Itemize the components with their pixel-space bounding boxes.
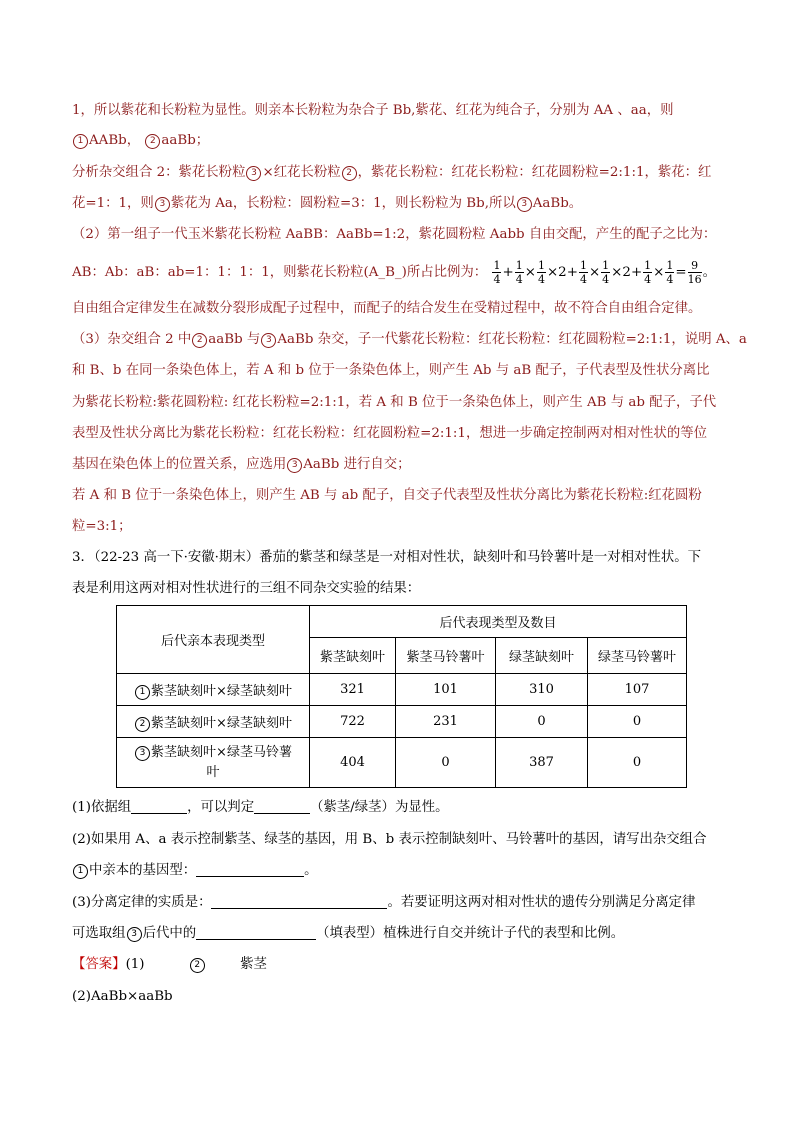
- column-header: 紫茎马铃薯叶: [396, 638, 496, 674]
- text-line: [72, 455, 411, 475]
- fraction: $\frac{1}{4}$: [602, 259, 610, 286]
- formula: $\frac{1}{4}$ + $\frac{1}{4}$ × $\frac{1}{4}$ ×2+ $\frac{1}{4}$ × $\frac{1}{4}$ ×2+ $\frac{1}{4}$ × $\frac{1}{4}$ = $\frac{9}{16}$ 。: [493, 259, 717, 286]
- fraction: $\frac{9}{16}$: [687, 259, 702, 286]
- circled-number: 3: [261, 333, 276, 348]
- text-line: 为紫花长粉粒:紫花圆粉粒: 红花长粉粒=2:1:1，若 A 和 B 位于一条染色体上，则产生 AB 与 ab 配子，子代: [72, 395, 717, 410]
- question-text: (1)依据组 ，可以判定 （紫茎/绿茎）为显性。: [72, 800, 449, 815]
- circled-number: 3: [155, 197, 170, 212]
- fraction: $\frac{1}{4}$: [493, 259, 501, 286]
- text: aaBb 与: [208, 332, 261, 347]
- table-cell: 101: [396, 674, 496, 706]
- answer-line: 【答案】(1) 2 紫茎: [72, 957, 267, 972]
- text-line-formula: [72, 256, 716, 290]
- table-cell: 722: [310, 706, 396, 738]
- table-cell: 0: [396, 738, 496, 788]
- column-header: 绿茎马铃薯叶: [588, 638, 687, 674]
- question-text: 1 中亲本的基因型： 。: [72, 861, 318, 881]
- row-label: 1 紫茎缺刻叶×绿茎缺刻叶: [117, 674, 310, 706]
- fraction: $\frac{1}{4}$: [537, 259, 545, 286]
- text: AaBb。: [532, 196, 583, 211]
- table-row: [117, 674, 687, 706]
- table-row: [117, 738, 687, 788]
- text-line: （2）第一组子一代玉米紫花长粉粒 AaBB：AaBb=1:2，紫花圆粉粒 Aabb 自由交配，产生的配子之比为：: [72, 227, 717, 242]
- circled-number: 3: [127, 927, 142, 942]
- circled-number: 3: [517, 197, 532, 212]
- results-table: [116, 605, 687, 788]
- table-cell: 107: [588, 674, 687, 706]
- text-line: 1，所以紫花和长粉粒为显性。则亲本长粉粒为杂合子 Bb,紫花、红花为纯合子，分别为 AA 、aa，则: [72, 103, 674, 118]
- text-line: 粒=3:1；: [72, 519, 132, 534]
- text: 花=1：1，则: [72, 196, 154, 211]
- text-line: 若 A 和 B 位于一条染色体上，则产生 AB 与 ab 配子，自交子代表型及性状分离比为紫花长粉粒:红花圆粉: [72, 488, 702, 503]
- table-header: 后代亲本表现类型: [117, 606, 310, 674]
- answer-blank[interactable]: [131, 799, 187, 814]
- text-line: 和 B、b 在同一条染色体上，若 A 和 b 位于一条染色体上，则产生 Ab 与 aB 配子，子代表型及性状分离比: [72, 363, 710, 378]
- text: 基因在染色体上的位置关系，应选用: [72, 457, 287, 472]
- circled-number: 1: [73, 134, 88, 149]
- circled-number: 2: [190, 958, 205, 973]
- answer-label: 【答案】: [72, 957, 126, 972]
- text: AB：Ab：aB：ab=1：1：1：1，则紫花长粉粒(A_B_)所占比例为：: [72, 265, 488, 280]
- text: aaBb；: [161, 133, 210, 148]
- circled-number: 3: [287, 458, 302, 473]
- question-text: 3．（22-23 高一下·安徽·期末）番茄的紫茎和绿茎是一对相对性状，缺刻叶和马铃薯叶是一对相对性状。下: [72, 550, 701, 565]
- answer-blank[interactable]: [196, 925, 316, 940]
- column-header: 绿茎缺刻叶: [496, 638, 588, 674]
- text: AaBb 杂交，子一代紫花长粉粒：红花长粉粒：红花圆粉粒=2:1:1，说明 A、a: [277, 332, 747, 347]
- table-cell: 404: [310, 738, 396, 788]
- circled-number: 2: [192, 333, 207, 348]
- question-text: (3)分离定律的实质是： 。若要证明这两对相对性状的遗传分别满足分离定律: [72, 895, 696, 910]
- circled-number: 3: [246, 166, 261, 181]
- text-line: [72, 131, 209, 151]
- column-header: 紫茎缺刻叶: [310, 638, 396, 674]
- table-cell: 0: [588, 706, 687, 738]
- fraction: $\frac{1}{4}$: [666, 259, 674, 286]
- text-line: [72, 194, 582, 214]
- table-cell: 0: [496, 706, 588, 738]
- fraction: $\frac{1}{4}$: [644, 259, 652, 286]
- text-line: 自由组合定律发生在减数分裂形成配子过程中，而配子的结合发生在受精过程中，故不符合自由组合定律。: [72, 301, 702, 316]
- row-label: 3 紫茎缺刻叶×绿茎马铃薯 叶: [117, 738, 310, 788]
- question-text: (2)如果用 A、a 表示控制紫茎、绿茎的基因，用 B、b 表示控制缺刻叶、马铃薯叶的基因，请写出杂交组合: [72, 832, 707, 847]
- text: ×红花长粉粒: [262, 165, 341, 180]
- text: AABb，: [89, 133, 141, 148]
- table-row: [117, 706, 687, 738]
- fraction: $\frac{1}{4}$: [579, 259, 587, 286]
- table-cell: 231: [396, 706, 496, 738]
- text: （3）杂交组合 2 中: [72, 332, 192, 347]
- text: 分析杂交组合 2：紫花长粉粒: [72, 165, 246, 180]
- answer-blank[interactable]: [254, 799, 310, 814]
- circled-number: 2: [342, 166, 357, 181]
- text: ，紫花长粉粒：红花长粉粒：红花圆粉粒=2:1:1，紫花：红: [357, 165, 712, 180]
- question-text: 可选取组 3 后代中的 （填表型）植株进行自交并统计子代的表型和比例。: [72, 926, 625, 941]
- text: 紫花为 Aa，长粉粒：圆粉粒=3：1，则长粉粒为 Bb,所以: [170, 196, 516, 211]
- circled-number: 1: [73, 864, 88, 879]
- text-line: [72, 330, 747, 350]
- table-cell: 310: [496, 674, 588, 706]
- table-cell: 387: [496, 738, 588, 788]
- table-cell: 321: [310, 674, 396, 706]
- answer-line: (2)AaBb×aaBb: [72, 989, 173, 1004]
- row-label: 2 紫茎缺刻叶×绿茎缺刻叶: [117, 706, 310, 738]
- table-cell: 0: [588, 738, 687, 788]
- text-line: [72, 163, 711, 183]
- table-header: 后代表现类型及数目: [310, 606, 687, 638]
- circled-number: 2: [145, 134, 160, 149]
- answer-blank[interactable]: [211, 894, 387, 909]
- text-line: 表型及性状分离比为紫花长粉粒：红花长粉粒：红花圆粉粒=2:1:1，想进一步确定控制两对相对性状的等位: [72, 426, 707, 441]
- fraction: $\frac{1}{4}$: [515, 259, 523, 286]
- question-text: 表是利用这两对相对性状进行的三组不同杂交实验的结果：: [72, 581, 421, 596]
- text: AaBb 进行自交；: [303, 457, 411, 472]
- answer-blank[interactable]: [196, 862, 304, 877]
